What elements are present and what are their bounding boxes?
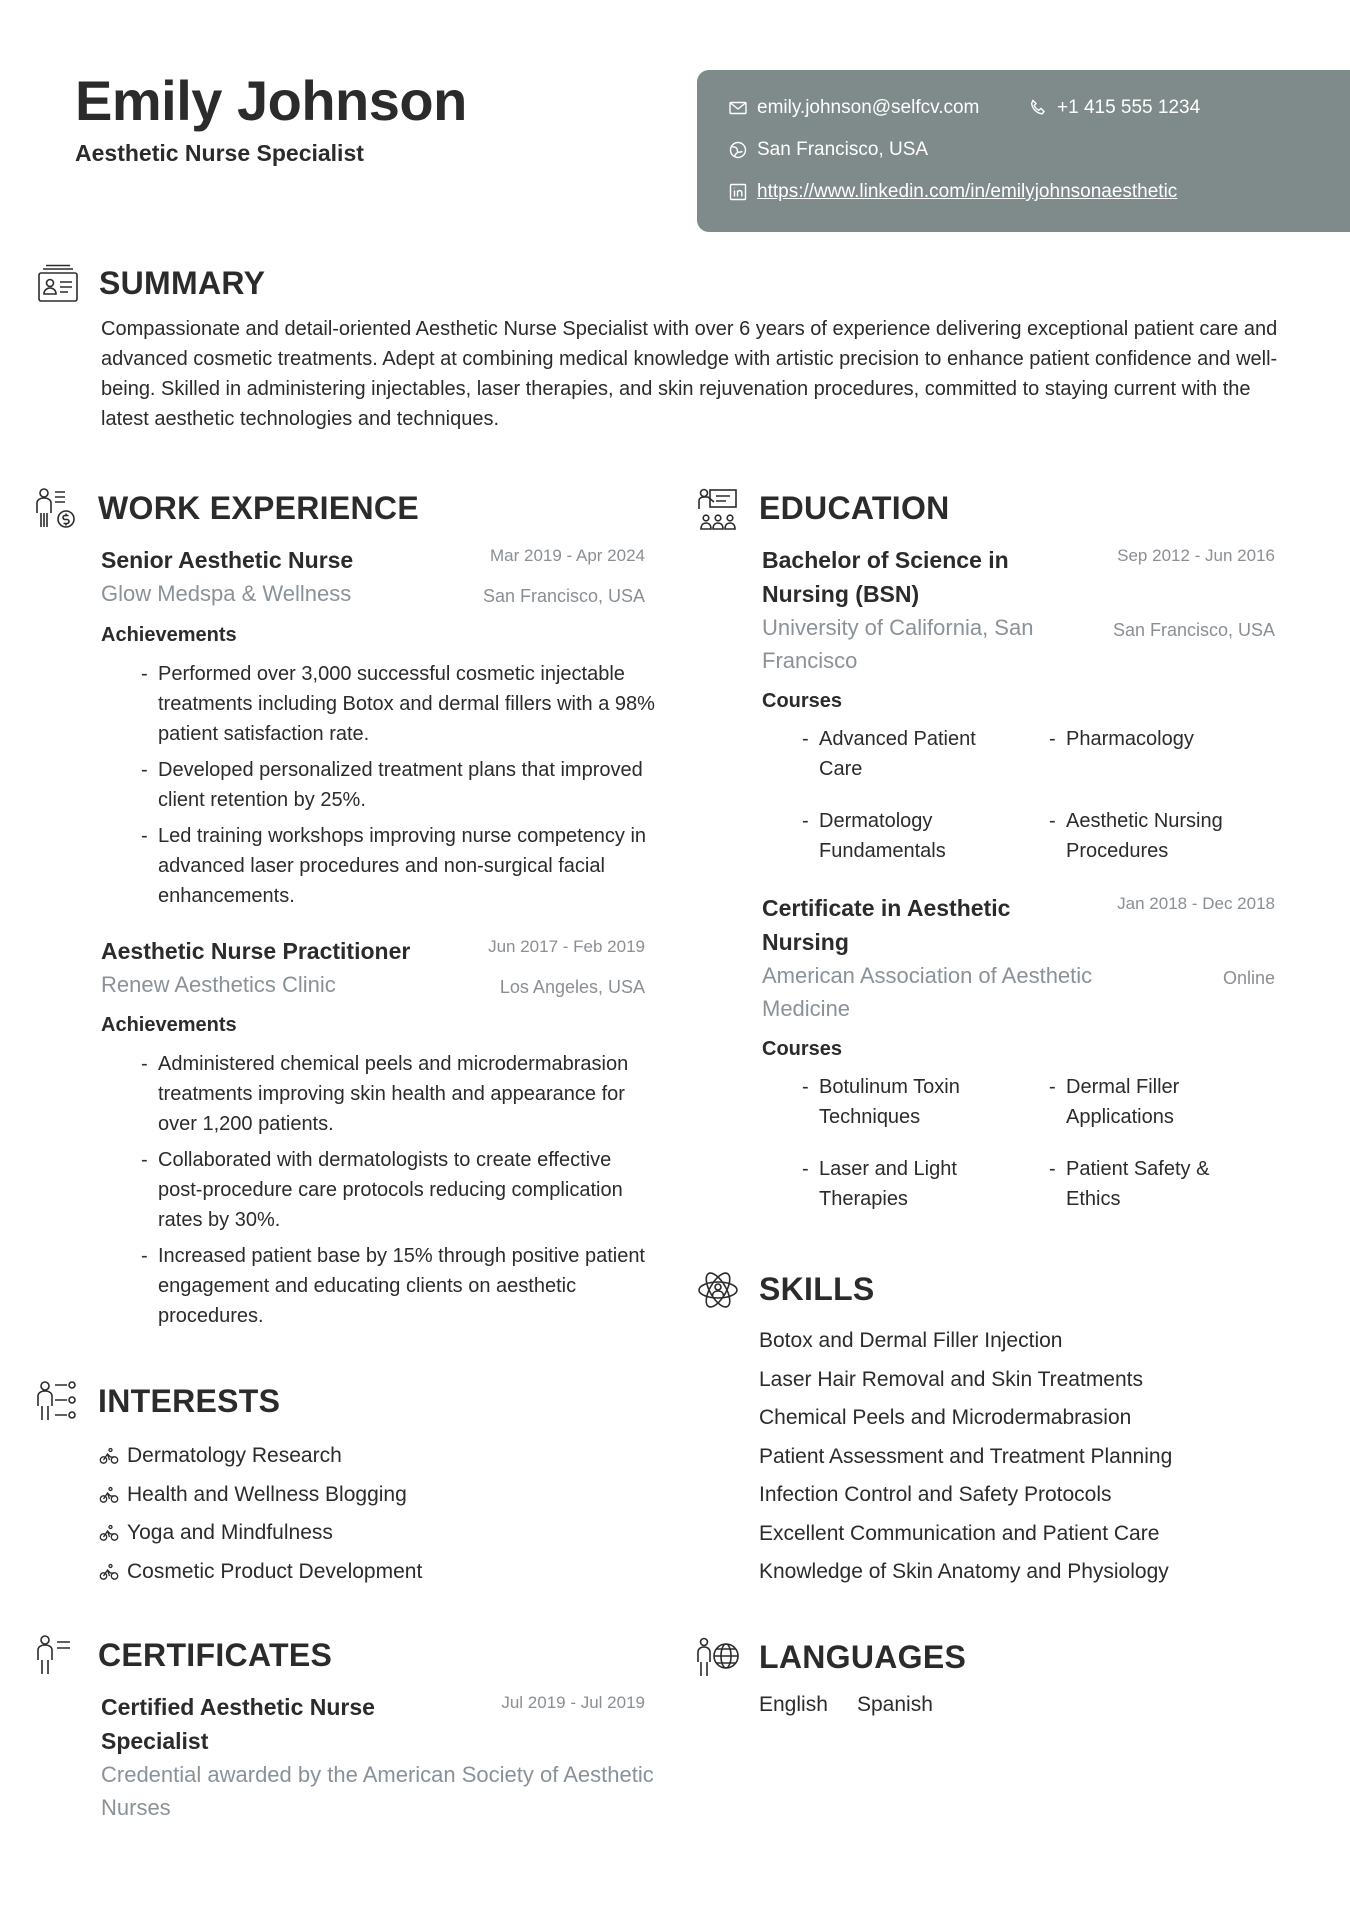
list-item: Chemical Peels and Microdermabrasion [759, 1406, 1132, 1429]
list-item: - Administered chemical peels and microdermabrasion treatments improving skin health and appearance for over 1,200 patients. [141, 1049, 661, 1139]
course-item: - Pharmacology [1049, 724, 1269, 754]
course-item: - Dermal Filler Applications [1049, 1072, 1269, 1132]
interests-heading: INTERESTS [98, 1383, 281, 1419]
job-dates: Mar 2019 - Apr 2024 [490, 546, 645, 565]
list-item: Infection Control and Safety Protocols [759, 1483, 1112, 1506]
id-card-icon [36, 262, 80, 306]
list-item: - Developed personalized treatment plans that improved client retention by 25%. [141, 755, 661, 815]
courses-label: Courses [762, 1038, 843, 1060]
candidate-role: Aesthetic Nurse Specialist [75, 140, 364, 166]
contact-panel [697, 70, 1350, 232]
job-title: Senior Aesthetic Nurse [101, 547, 354, 573]
classroom-icon [696, 487, 740, 531]
course-item: - Patient Safety & Ethics [1049, 1154, 1269, 1214]
linkedin-link[interactable]: https://www.linkedin.com/in/emilyjohnsonaesthetic [757, 181, 1178, 202]
candidate-name: Emily Johnson [75, 69, 467, 132]
job-title: Aesthetic Nurse Practitioner [101, 938, 411, 964]
list-item: - Led training workshops improving nurse competency in advanced laser procedures and non-surgical facial enhancements. [141, 821, 661, 911]
course-item: - Dermatology Fundamentals [802, 806, 1002, 866]
bike-icon [99, 1446, 119, 1466]
certificate-dates: Jul 2019 - Jul 2019 [501, 1693, 645, 1712]
phone-icon [1028, 98, 1048, 118]
job-company: Glow Medspa & Wellness [101, 581, 352, 606]
contact-location [728, 139, 928, 161]
list-item [99, 1514, 422, 1553]
interest-text: Health and Wellness Blogging [127, 1482, 407, 1506]
bike-icon [99, 1485, 119, 1505]
achievements-label: Achievements [101, 1014, 237, 1036]
course-item: - Advanced Patient Care [802, 724, 1002, 784]
language-item: English [759, 1693, 828, 1716]
language-item: Spanish [857, 1693, 933, 1716]
certificate-description: Credential awarded by the American Society of Aesthetic Nurses [101, 1762, 654, 1820]
interest-text: Yoga and Mindfulness [127, 1521, 333, 1545]
list-item: Excellent Communication and Patient Care [759, 1521, 1160, 1545]
phone-text: +1 415 555 1234 [1057, 97, 1201, 118]
job-location: San Francisco, USA [482, 586, 645, 606]
list-item: - Collaborated with dermatologists to create effective post-procedure care protocols reducing complication rates by 30%. [141, 1145, 661, 1235]
list-item: Knowledge of Skin Anatomy and Physiology [759, 1560, 1169, 1583]
skills-heading: SKILLS [759, 1271, 875, 1307]
degree-dates: Jan 2018 - Dec 2018 [1117, 894, 1275, 913]
contact-linkedin[interactable] [728, 181, 1177, 203]
atom-skills-icon [696, 1268, 740, 1312]
interest-text: Cosmetic Product Development [127, 1559, 423, 1583]
languages-heading: LANGUAGES [759, 1639, 967, 1675]
contact-phone[interactable] [1028, 97, 1200, 119]
contact-email[interactable] [728, 97, 979, 119]
person-options-icon [35, 1380, 79, 1424]
interests-list [99, 1437, 422, 1591]
linkedin-icon [728, 182, 748, 202]
list-item: Patient Assessment and Treatment Planning [759, 1444, 1173, 1468]
school-location: Online [1222, 968, 1275, 988]
location-text: San Francisco, USA [757, 139, 929, 160]
degree-title: Certificate in Aesthetic Nursing [762, 895, 1011, 955]
person-globe-icon [696, 1636, 740, 1680]
interest-text: Dermatology Research [127, 1444, 342, 1468]
skills-list [759, 1322, 1172, 1592]
job-dates: Jun 2017 - Feb 2019 [488, 937, 645, 956]
envelope-icon [728, 98, 748, 118]
bike-icon [99, 1523, 119, 1543]
list-item: Laser Hair Removal and Skin Treatments [759, 1367, 1143, 1391]
course-item: - Aesthetic Nursing Procedures [1049, 806, 1269, 866]
school-location: San Francisco, USA [1112, 620, 1275, 640]
bike-icon [99, 1562, 119, 1582]
school-name: University of California, San Francisco [762, 615, 1034, 673]
certificates-heading: CERTIFICATES [98, 1637, 333, 1673]
list-item [99, 1437, 422, 1476]
list-item: Botox and Dermal Filler Injection [759, 1329, 1063, 1352]
degree-dates: Sep 2012 - Jun 2016 [1117, 546, 1275, 565]
job-location: Los Angeles, USA [499, 977, 645, 997]
list-item: - Increased patient base by 15% through positive patient engagement and educating clients on aesthetic procedures. [141, 1241, 661, 1331]
course-item: - Laser and Light Therapies [802, 1154, 1002, 1214]
school-name: American Association of Aesthetic Medicine [762, 963, 1093, 1021]
worker-salary-icon [34, 487, 78, 531]
courses-label: Courses [762, 690, 843, 712]
email-text: emily.johnson@selfcv.com [757, 97, 980, 118]
job-company: Renew Aesthetics Clinic [101, 972, 336, 997]
list-item: - Performed over 3,000 successful cosmetic injectable treatments including Botox and dermal fillers with a 98% patient satisfaction rate. [141, 659, 661, 749]
achievements-label: Achievements [101, 624, 237, 646]
achievements-list [141, 1049, 661, 1337]
globe-icon [728, 140, 748, 160]
course-item: - Botulinum Toxin Techniques [802, 1072, 1002, 1132]
achievements-list [141, 659, 661, 917]
person-list-icon [35, 1634, 79, 1678]
summary-heading: SUMMARY [99, 265, 266, 301]
degree-title: Bachelor of Science in Nursing (BSN) [762, 547, 1009, 607]
work-heading: WORK EXPERIENCE [98, 490, 419, 526]
list-item [99, 1553, 422, 1592]
summary-text: Compassionate and detail-oriented Aesthetic Nurse Specialist with over 6 years of experience delivering exceptional patient care and advanced cosmetic treatments. Adept at combining medical knowledge with artistic precision to enhance patient confidence and well-being. Skilled in administering injectables, laser therapies, and skin rejuvenation procedures, committed to staying current with the latest aesthetic technologies and techniques. [101, 318, 1278, 430]
education-heading: EDUCATION [759, 490, 950, 526]
certificate-name: Certified Aesthetic Nurse Specialist [101, 1694, 375, 1754]
list-item [99, 1476, 422, 1515]
